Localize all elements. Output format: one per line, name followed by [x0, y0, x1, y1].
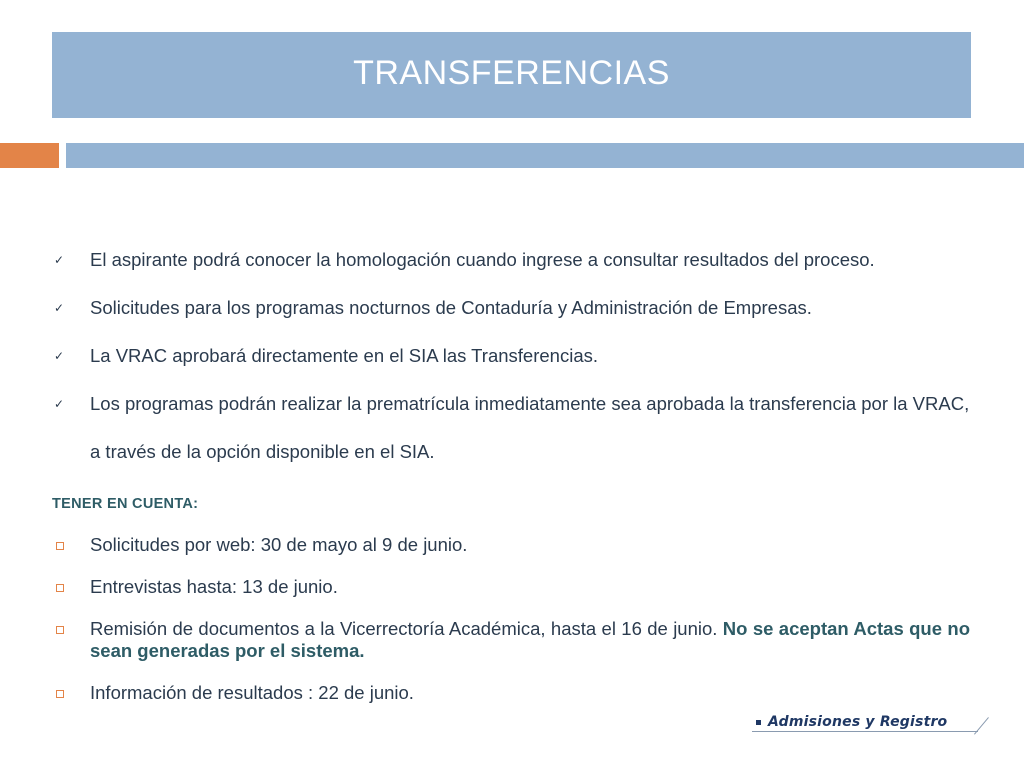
- list-item: [52, 236, 970, 284]
- bullet-text: Solicitudes para los programas nocturnos de Contaduría y Administración de Empresas.: [90, 297, 812, 318]
- logo-text: Admisiones y Registro: [768, 714, 948, 730]
- accent-bar-blue: [66, 143, 1024, 168]
- square-bullet-icon: [56, 626, 64, 634]
- logo-underline: [752, 731, 978, 732]
- note-text: Entrevistas hasta: 13 de junio.: [90, 576, 338, 597]
- square-bullet-icon: [56, 584, 64, 592]
- check-icon: ✓: [53, 397, 65, 411]
- slide-title: TRANSFERENCIAS: [353, 53, 670, 92]
- square-bullet-list: [52, 530, 970, 704]
- note-heading: TENER EN CUENTA:: [52, 496, 199, 512]
- list-item: [52, 380, 970, 476]
- bullet-text: El aspirante podrá conocer la homologación cuando ingrese a consultar resultados del proceso.: [90, 249, 875, 270]
- note-text: Remisión de documentos a la Vicerrectoría Académica, hasta el 16 de junio.: [90, 618, 723, 639]
- logo-bullet-icon: [756, 720, 761, 725]
- note-text: Solicitudes por web: 30 de mayo al 9 de junio.: [90, 534, 468, 555]
- square-bullet-icon: [56, 690, 64, 698]
- logo-slash: [974, 717, 989, 734]
- list-item: [52, 618, 970, 662]
- note-text: Información de resultados : 22 de junio.: [90, 682, 414, 703]
- list-item: [52, 534, 970, 556]
- square-bullet-icon: [56, 542, 64, 550]
- check-icon: ✓: [53, 349, 65, 363]
- list-item: [52, 332, 970, 380]
- check-icon: ✓: [53, 301, 65, 315]
- accent-bar-orange: [0, 143, 59, 168]
- list-item: [52, 284, 970, 332]
- note-emphasis: No se aceptan Actas que no sean generadas por el sistema.: [90, 618, 970, 661]
- admisiones-logo: [752, 712, 992, 732]
- list-item: [52, 576, 970, 598]
- bullet-text: La VRAC aprobará directamente en el SIA las Transferencias.: [90, 345, 598, 366]
- check-bullet-list: [52, 236, 970, 476]
- list-item: [52, 682, 970, 704]
- check-icon: ✓: [53, 253, 65, 267]
- title-banner: [52, 32, 971, 118]
- bullet-text: Los programas podrán realizar la prematrícula inmediatamente sea aprobada la transferencia por la VRAC, a través de la opción disponible en el SIA.: [90, 393, 970, 462]
